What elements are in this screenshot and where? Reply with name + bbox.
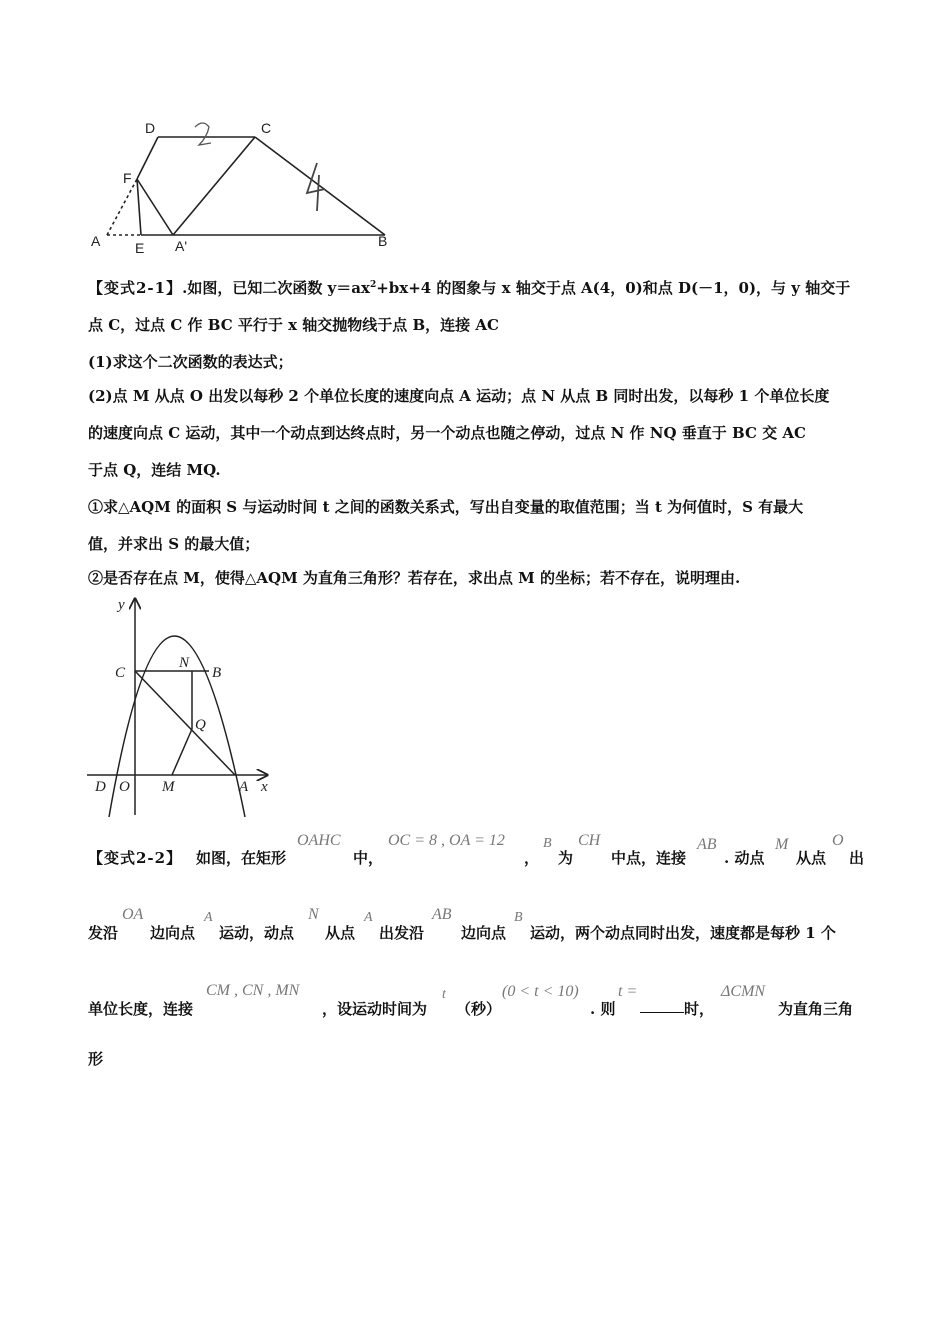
label-F: F bbox=[123, 170, 132, 186]
math-oc-oa: OC = 8 , OA = 12 bbox=[388, 832, 505, 849]
segment-AF-dashed bbox=[107, 179, 137, 235]
handwritten-2 bbox=[195, 123, 211, 145]
segment-CB bbox=[255, 137, 385, 235]
label-E: E bbox=[135, 240, 145, 256]
problem-2-1-subquestion-2: ②是否存在点 M，使得△AQM 为直角三角形？若存在，求出点 M 的坐标；若不存在，说明理由. bbox=[88, 569, 741, 587]
problem-2-1-line-8: 值，并求出 S 的最大值； bbox=[88, 535, 260, 553]
problem-2-1-subquestion-1: ①求△AQM 的面积 S 与运动时间 t 之间的函数关系式，写出自变量的取值范围；当 t 为何值时，S 有最大 bbox=[88, 498, 804, 516]
label-A: A bbox=[91, 233, 101, 249]
problem-2-1-question-2: (2)点 M 从点 O 出发以每秒 2 个单位长度的速度向点 A 运动；点 N 从点 B 同时出发，以每秒 1 个单位长度 bbox=[88, 387, 830, 405]
segment-FA-prime bbox=[137, 179, 173, 235]
label-M: M bbox=[162, 779, 175, 795]
label-C: C bbox=[261, 120, 272, 136]
label-C: C bbox=[115, 665, 126, 681]
label-x: x bbox=[261, 779, 268, 795]
label-A: A bbox=[239, 779, 249, 795]
segment-QM bbox=[172, 729, 192, 775]
problem-2-1-line-1: 【变式2-1】.如图，已知二次函数 $y=ax^2+bx+4$ 的图象与 x 轴交于点 A(4，0)和点 D(－1，0)，与 y 轴交于 bbox=[88, 279, 851, 297]
problem-2-1-question-1: (1)求这个二次函数的表达式； bbox=[88, 353, 293, 371]
segment-A-prime-C bbox=[173, 137, 255, 235]
problem-2-2-tag: 【变式2-2】 bbox=[88, 849, 183, 867]
label-N: N bbox=[179, 655, 190, 671]
label-Q: Q bbox=[195, 717, 206, 733]
segment-FE bbox=[137, 179, 141, 235]
figure-parabola bbox=[85, 595, 285, 820]
segment-CA bbox=[135, 671, 235, 775]
label-A-prime: A' bbox=[175, 238, 188, 254]
problem-2-1-line-5: 的速度向点 C 运动，其中一个动点到达终点时，另一个动点也随之停动，过点 N 作 NQ 垂直于 BC 交 AC bbox=[88, 424, 806, 442]
label-B: B bbox=[212, 665, 222, 681]
segment-DF bbox=[137, 137, 158, 179]
label-B: B bbox=[378, 233, 388, 249]
figure-trapezoid-fold bbox=[85, 115, 405, 260]
label-y: y bbox=[118, 597, 125, 613]
label-D: D bbox=[145, 120, 156, 136]
label-O: O bbox=[119, 779, 130, 795]
problem-2-1-line-6: 于点 Q，连结 MQ. bbox=[88, 461, 221, 479]
math-OAHC: OAHC bbox=[297, 832, 341, 849]
answer-blank[interactable] bbox=[640, 998, 684, 1017]
label-D: D bbox=[95, 779, 106, 795]
problem-tag: 【变式2-1】 bbox=[88, 279, 183, 297]
problem-2-1-line-2: 点 C，过点 C 作 BC 平行于 x 轴交抛物线于点 B，连接 AC bbox=[88, 316, 499, 334]
